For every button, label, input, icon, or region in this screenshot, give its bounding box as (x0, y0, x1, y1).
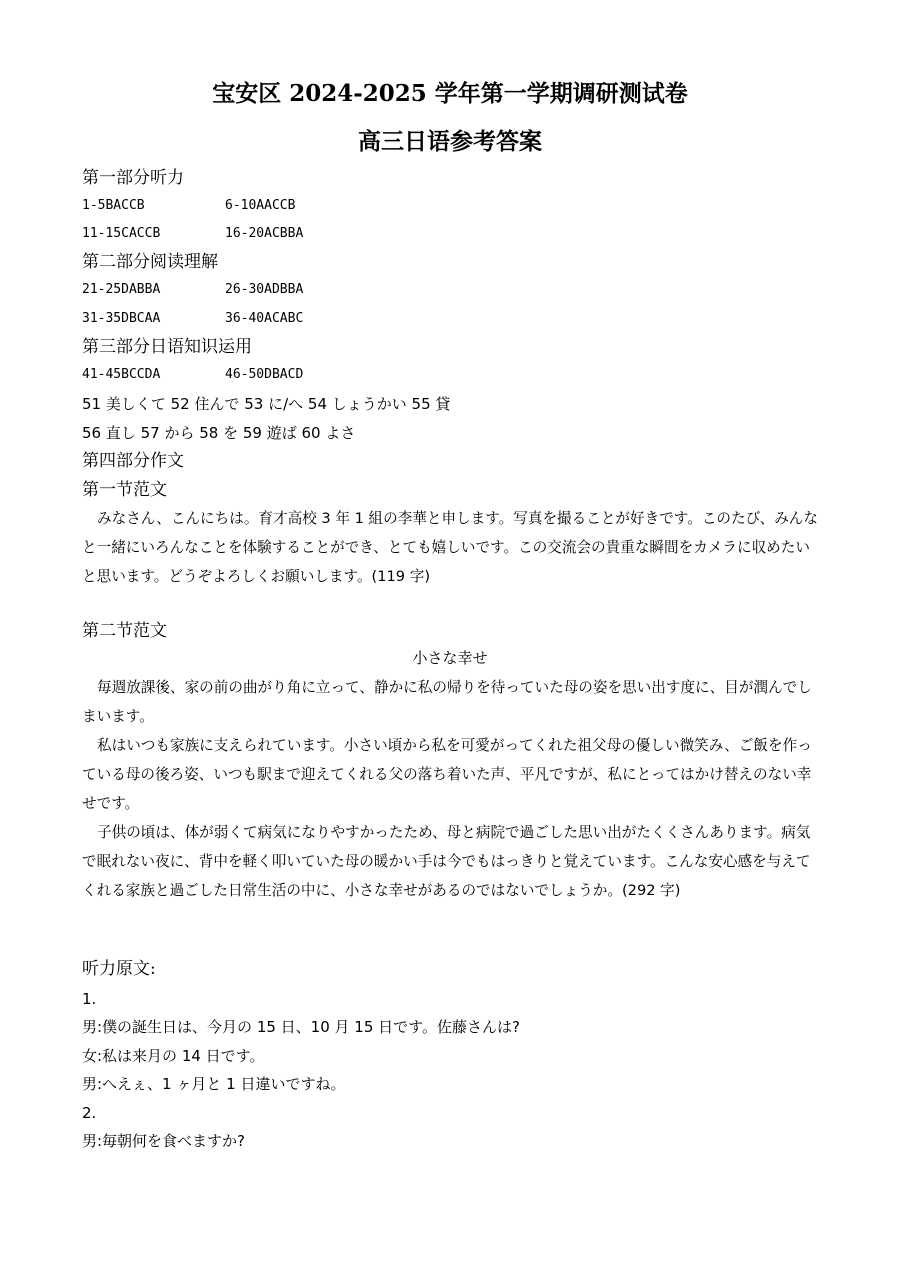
section2-heading: 第二节范文 (82, 621, 167, 641)
section1-heading: 第一节范文 (82, 480, 167, 500)
essay-title: 小さな幸せ (412, 649, 488, 667)
answer-item: 11-15CACCB (82, 226, 161, 241)
answer-item: 21-25DABBA (82, 282, 161, 297)
part1-heading: 第一部分听力 (82, 168, 184, 188)
answer-item: 6-10AACCB (225, 198, 296, 213)
listening-heading: 听力原文: (82, 959, 156, 979)
model-essay-1: みなさん、こんにちは。育才高校 3 年 1 組の李華と申します。写真を撮ることが好きです。このたび、みんなと一緒にいろんなことを体験することができ、とても嬉しいです。この交流会の貴重な瞬間をカメラに収めたいと思います。どうぞよろしくお願いします。(119 字) (82, 510, 818, 585)
transcript-line: 男:僕の誕生日は、今月の 15 日、10 月 15 日です。佐藤さんは? (82, 1018, 520, 1036)
answer-item: 41-45BCCDA (82, 367, 161, 382)
essay-paragraph: 毎週放課後、家の前の曲がり角に立って、静かに私の帰りを待っていた母の姿を思い出す度に、目が潤んでしまいます。 (82, 679, 812, 725)
fill-answers-line: 56 直し 57 から 58 を 59 遊ば 60 よさ (82, 424, 356, 442)
part3-heading: 第三部分日语知识运用 (82, 337, 252, 357)
transcript-line: 1. (82, 990, 97, 1008)
transcript-line: 女:私は来月の 14 日です。 (82, 1047, 265, 1065)
fill-answers-line: 51 美しくて 52 住んで 53 に/へ 54 しょうかい 55 貸 (82, 395, 451, 413)
transcript-line: 男:へえぇ、1 ヶ月と 1 日違いですね。 (82, 1075, 346, 1093)
document-title: 宝安区 2024-2025 学年第一学期调研测试卷 (212, 80, 688, 107)
answer-item: 36-40ACABC (225, 311, 304, 326)
answer-item: 1-5BACCB (82, 198, 145, 213)
transcript-line: 男:毎朝何を食べますか? (82, 1132, 246, 1150)
answer-item: 26-30ADBBA (225, 282, 304, 297)
transcript-line: 2. (82, 1104, 97, 1122)
document-subtitle: 高三日语参考答案 (358, 128, 542, 155)
essay-paragraph: 私はいつも家族に支えられています。小さい頃から私を可愛がってくれた祖父母の優しい微笑み、ご飯を作っている母の後ろ姿、いつも駅まで迎えてくれる父の落ち着いた声、平凡ですが、私にとってはかけ替えのない幸せです。 (82, 737, 812, 812)
part2-heading: 第二部分阅读理解 (82, 252, 218, 272)
part4-heading: 第四部分作文 (82, 451, 184, 471)
answer-item: 31-35DBCAA (82, 311, 161, 326)
answer-item: 16-20ACBBA (225, 226, 304, 241)
answer-item: 46-50DBACD (225, 367, 304, 382)
essay-paragraph: 子供の頃は、体が弱くて病気になりやすかったため、母と病院で過ごした思い出がたくくさんあります。病気で眠れない夜に、背中を軽く叩いていた母の暖かい手は今でもはっきりと覚えています。こんな安心感を与えてくれる家族と過ごした日常生活の中に、小さな幸せがあるのではないでしょうか。(292 字) (82, 824, 811, 899)
